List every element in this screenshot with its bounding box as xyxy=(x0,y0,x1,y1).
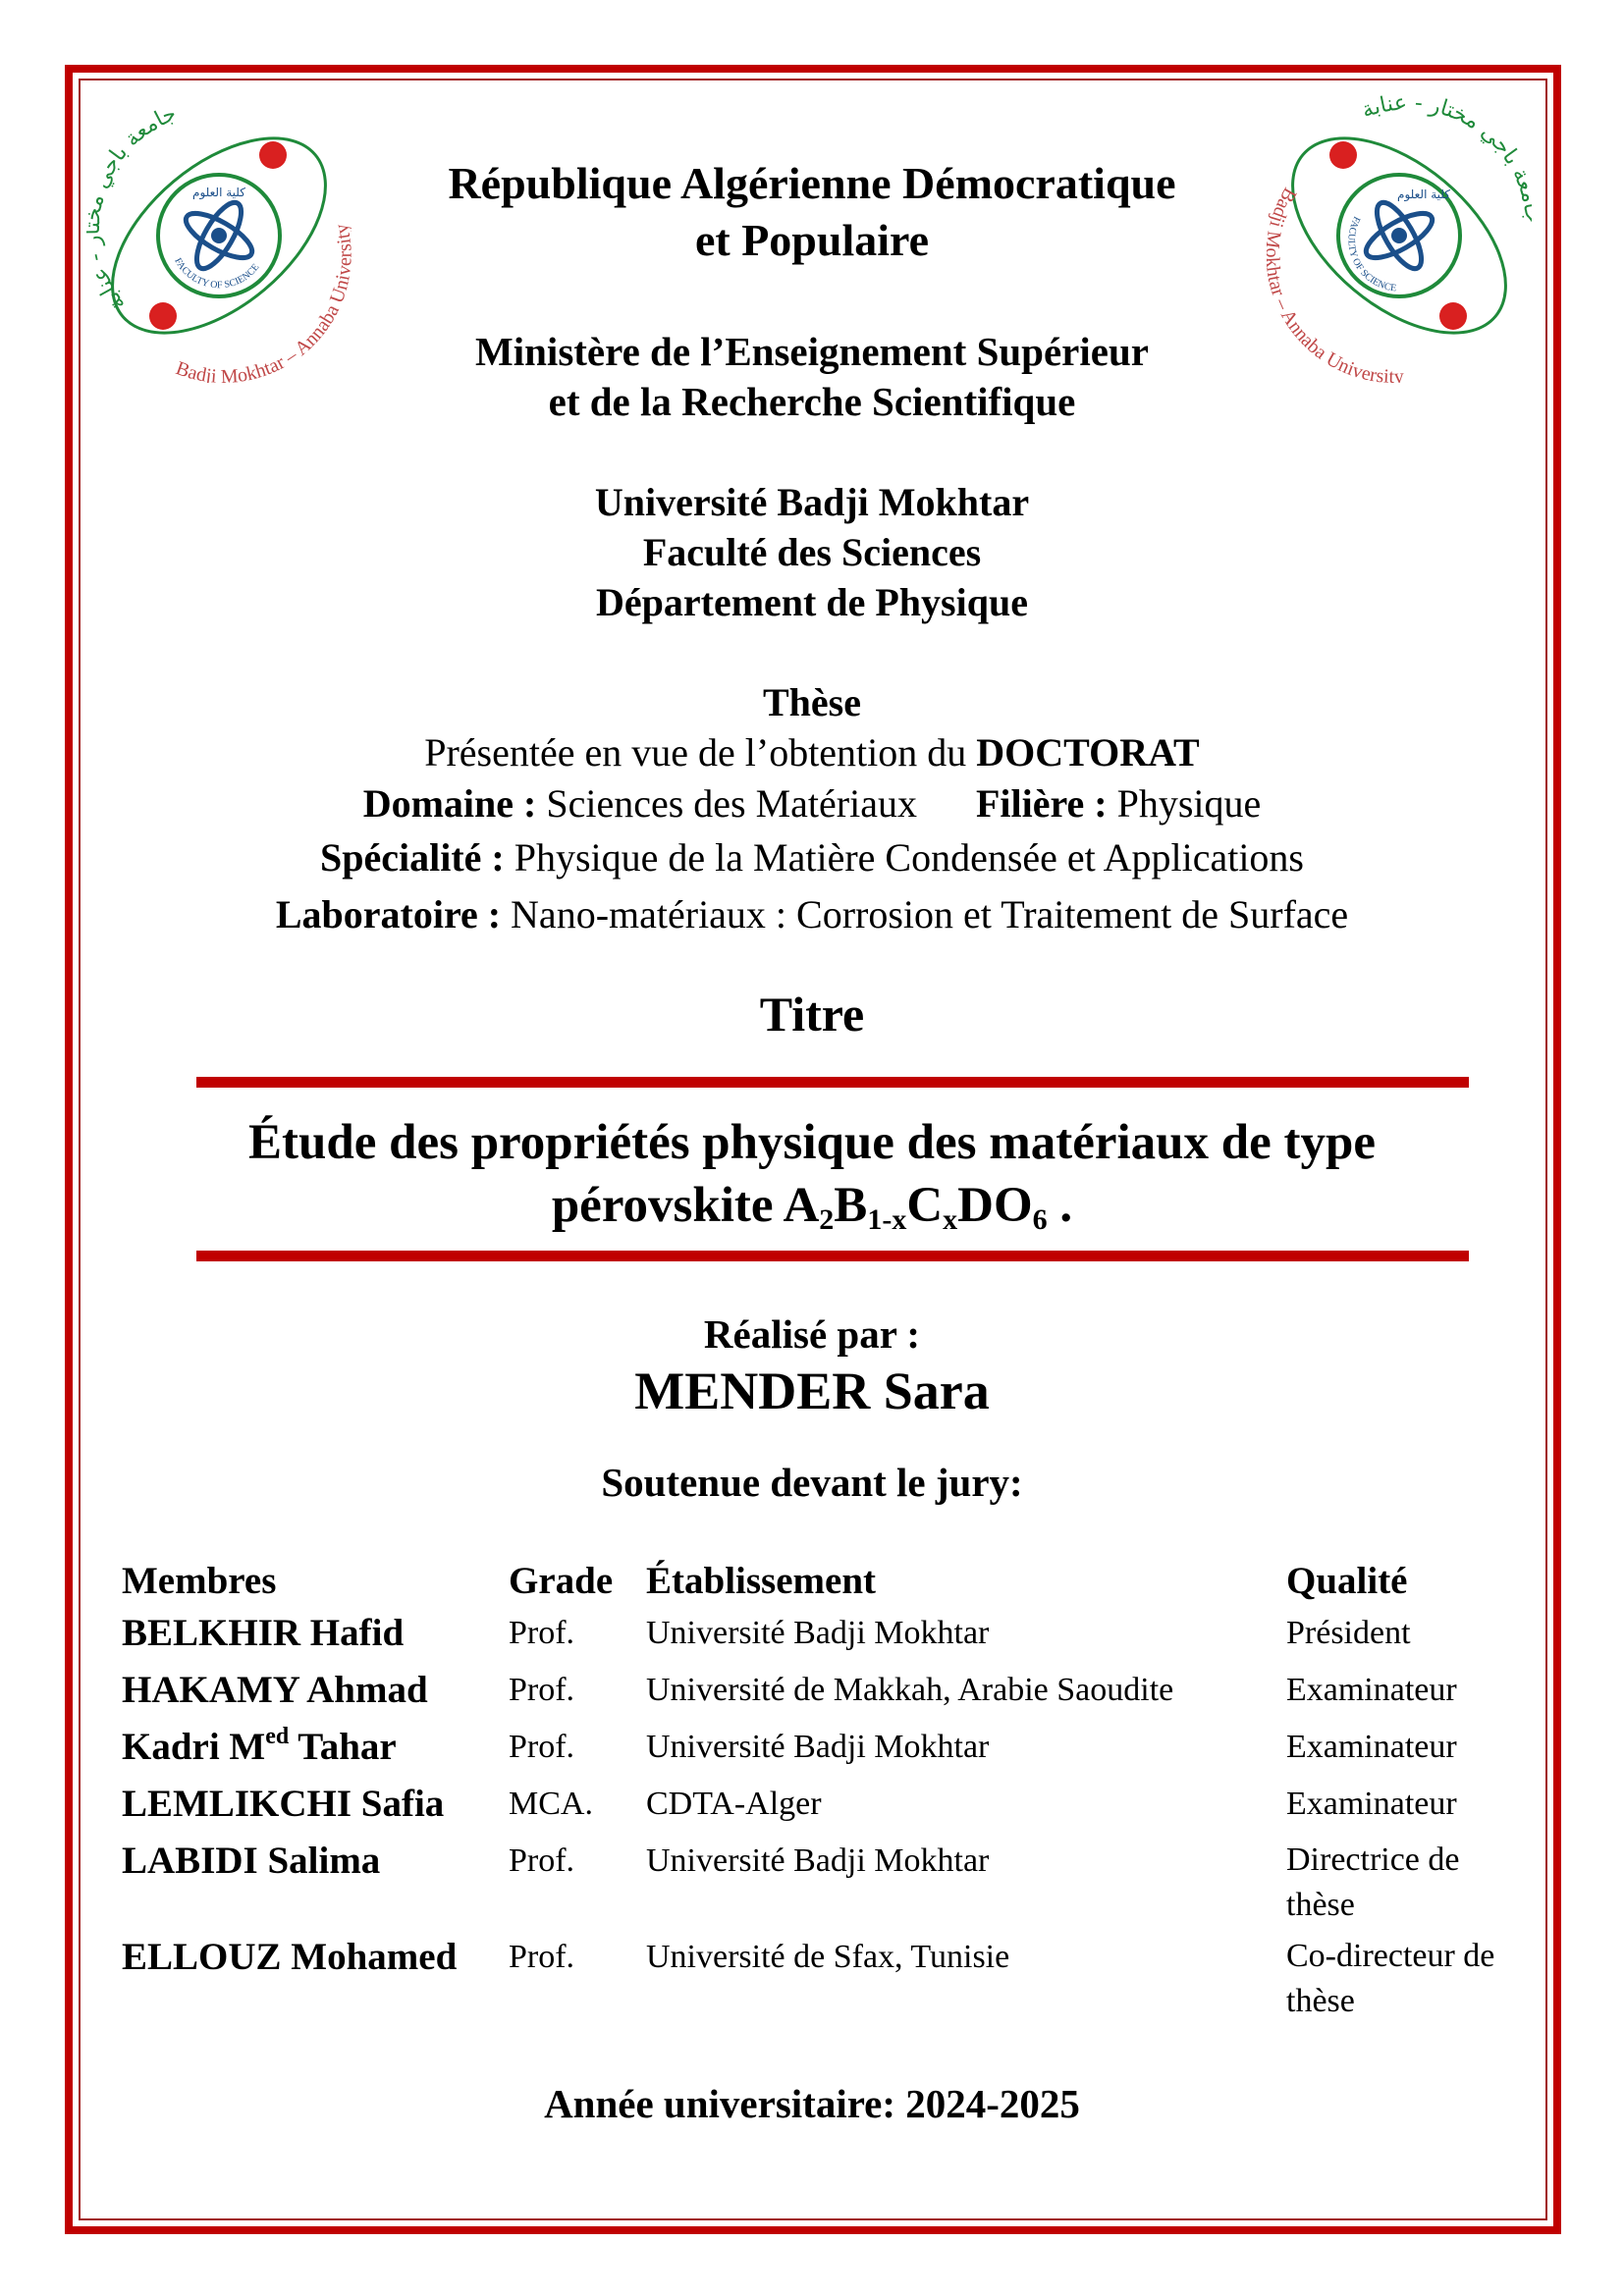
member-grade: Prof. xyxy=(509,1615,575,1651)
member-name: Kadri $M^{ed}$ Tahar xyxy=(122,1724,397,1768)
jury-row xyxy=(122,1781,1536,1838)
jury-row xyxy=(122,1934,1536,2030)
title-label: Titre xyxy=(759,987,865,1041)
jury-row xyxy=(122,1667,1536,1724)
member-institution: CDTA-Alger xyxy=(646,1786,822,1822)
republic-line-2: et Populaire xyxy=(694,215,930,265)
member-role: Examinateur xyxy=(1286,1729,1457,1765)
domain-label: Domaine : xyxy=(362,781,547,826)
jury-header-row xyxy=(122,1553,1536,1610)
member-grade: Prof. xyxy=(509,1729,575,1765)
university-name: Université Badji Mokhtar xyxy=(594,480,1030,524)
member-role: Examinateur xyxy=(1286,1672,1457,1708)
degree: DOCTORAT xyxy=(976,730,1200,774)
jury-title: Soutenue devant le jury: xyxy=(601,1460,1023,1505)
presented-prefix: Présentée en vue de l’obtention du xyxy=(424,730,977,774)
member-name: LEMLIKCHI Safia xyxy=(122,1783,445,1825)
member-institution: Université Badji Mokhtar xyxy=(646,1615,990,1651)
specialite-label: Spécialité : xyxy=(320,835,514,880)
author-name: MENDER Sara xyxy=(634,1362,990,1420)
ministry-line-2: et de la Recherche Scientifique xyxy=(548,379,1076,424)
header-institution: Établissement xyxy=(646,1560,876,1602)
ministry-line-1: Ministère de l’Enseignement Supérieur xyxy=(475,329,1149,374)
member-name: HAKAMY Ahmad xyxy=(122,1669,428,1711)
svg-text:Badji Mokhtar – Annaba Univers: Badji Mokhtar – Annaba Un xyxy=(173,277,352,383)
member-grade: MCA. xyxy=(509,1786,593,1822)
jury-row xyxy=(122,1838,1536,1934)
ministry-heading xyxy=(0,327,1624,427)
svg-text:جامعة باجي مختار - عنابة: ة باجي مختار - عنابة xyxy=(1358,90,1532,186)
republic-line-1: République Algérienne Démocratique xyxy=(448,158,1176,208)
member-grade: Prof. xyxy=(509,1672,575,1708)
member-institution: Université de Makkah, Arabie Saoudite xyxy=(646,1672,1174,1708)
title-rule-top xyxy=(196,1077,1469,1088)
member-role: Président xyxy=(1286,1615,1411,1651)
thesis-label: Thèse xyxy=(763,680,861,724)
header-member: Membres xyxy=(122,1560,277,1602)
filiere-label: Filière : xyxy=(975,781,1117,826)
svg-text:كلية العلوم: كلية العلوم xyxy=(192,186,245,199)
academic-year: Année universitaire: 2024-2025 xyxy=(544,2081,1080,2126)
thesis-title-line-1: Étude des propriétés physique des matériaux de type xyxy=(247,1115,1377,1170)
member-institution: Université Badji Mokhtar xyxy=(646,1729,990,1765)
member-institution: Université Badji Mokhtar xyxy=(646,1842,990,1879)
specialite-line xyxy=(0,829,1624,886)
jury-row xyxy=(122,1610,1536,1667)
filiere-value: Physique xyxy=(1116,781,1262,826)
member-name: ELLOUZ Mohamed xyxy=(122,1936,458,1978)
laboratoire-line xyxy=(0,886,1624,943)
member-institution: Université de Sfax, Tunisie xyxy=(646,1939,1010,1975)
member-role: Examinateur xyxy=(1286,1786,1457,1822)
header-role: Qualité xyxy=(1286,1560,1408,1602)
laboratoire-label: Laboratoire : xyxy=(275,892,512,936)
member-role: Directrice de thèse xyxy=(1286,1842,1460,1923)
svg-text:FACULTY OF SCIENCE: FACULTY OF SCIENCE xyxy=(1345,214,1397,294)
member-grade: Prof. xyxy=(509,1842,575,1879)
jury-table xyxy=(122,1553,1536,2030)
member-role: Co-directeur de thèse xyxy=(1286,1938,1495,2019)
svg-text:جامعة باجي مختار - عنابة: جامعة باجي عنابة xyxy=(86,101,181,316)
institution-block xyxy=(0,477,1624,627)
laboratoire-value: Nano-matériaux : Corrosion et Traitement de Surface xyxy=(511,892,1349,936)
svg-text:FACULTY OF SCIENCE: FACULTY OF SCIENCE xyxy=(172,256,262,292)
svg-text:Badji Mokhtar – Annaba Univers: Badji ar – Annaba University xyxy=(1267,184,1405,383)
republic-heading xyxy=(0,155,1624,269)
domain-value: Sciences des Matériaux xyxy=(546,781,917,826)
author-label: Réalisé par : xyxy=(703,1311,921,1357)
thesis-title xyxy=(0,1111,1624,1237)
faculty-name: Faculté des Sciences xyxy=(642,530,982,574)
domain-line xyxy=(0,778,1624,829)
thesis-title-line-2: pérovskite $A_2B_{1-x}C_xDO_6$ . xyxy=(551,1178,1073,1236)
header-grade: Grade xyxy=(509,1560,614,1602)
member-name: BELKHIR Hafid xyxy=(122,1612,405,1654)
thesis-info xyxy=(0,677,1624,943)
presented-line xyxy=(0,727,1624,778)
department-name: Département de Physique xyxy=(596,580,1028,624)
jury-row xyxy=(122,1724,1536,1781)
member-name: LABIDI Salima xyxy=(122,1840,381,1882)
title-rule-bottom xyxy=(196,1251,1469,1261)
specialite-value: Physique de la Matière Condensée et Applications xyxy=(514,835,1304,880)
svg-text:كلية العلوم: كلية العلوم xyxy=(1397,187,1450,201)
member-grade: Prof. xyxy=(509,1939,575,1975)
